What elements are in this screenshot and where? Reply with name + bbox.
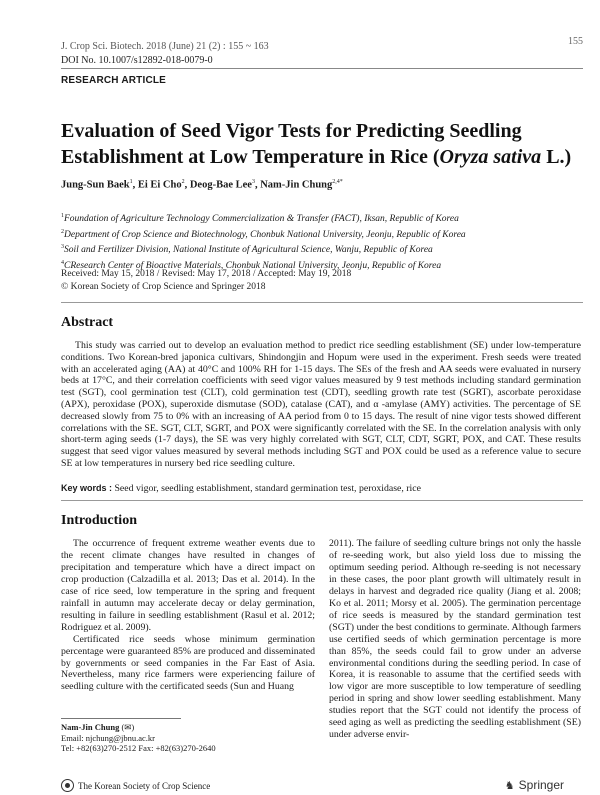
page-number: 155: [568, 36, 583, 47]
author-list: Jung-Sun Baek$^1$, Ei Ei Cho$^2$, Deog-Bae Lee$^3$, Nam-Jin Chung$^{2,4*}$: [61, 179, 343, 191]
author: Nam-Jin Chung: [260, 179, 333, 191]
intro-right-column: [329, 538, 581, 741]
affiliation: $^1$Foundation of Agriculture Technology Commercialization & Transfer (FACT), Iksan, Republic of Korea: [61, 213, 459, 225]
footnote-rule: [61, 718, 181, 719]
email: Email: njchung@jbnu.ac.kr: [61, 732, 155, 743]
author: Ei Ei Cho: [137, 179, 182, 191]
affiliation: $^4$CResearch Center of Bioactive Materials, Chonbuk National University, Jeonju, Republic of Korea: [61, 259, 442, 272]
springer-horse-icon: ♞: [504, 779, 515, 792]
doi: DOI No. 10.1007/s12892-018-0079-0: [61, 55, 213, 66]
species-name: Oryza sativa: [439, 146, 542, 168]
paragraph: 2011). The failure of seedling culture brings not only the hassle of re-seeding work, but also yield loss due to missing the optimum seeding period. Although re-seeding is not necessary in these cases, the poor plant growth will ultimately result in delays in harvest and degraded rice quality (Jiang et al. 2008; Ko et al. 2011; Morsy et al. 2005). The germination percentage of rice seeds is measured by the standard germination test (SGT) under the best conditions to germinate. Although farmers use certified seeds of which germination percentage is more than 85%, the seeds could fail to grow under an adverse environmental conditions during the seedling period. In case of Korea, it is reasonable to assume that the certified seeds with low vigor are more susceptible to low temperature of seedling period in spring and show lower seedling establishment. Many studies report that the SGT could not identify the process of seed aging as well as predicting the seedling establishment (SE) under adverse envir-: [329, 538, 581, 741]
journal-citation: J. Crop Sci. Biotech. 2018 (June) 21 (2) : 155 ~ 163: [61, 41, 269, 52]
corresponding-name: Nam-Jin Chung: [61, 722, 120, 732]
paragraph: The occurrence of frequent extreme weather events due to the recent climate changes have resulted in changes of precipitation and temperature which have a direct impact on crop production (Calzadilla et al. 2013; Das et al. 2014). In the case of rice seed, low temperature in the spring and frequent rainfall in autumn may accelerate decay or delay germination, resulting in failure in seedling establishment (Rasul et al. 2012; Rodriguez et al. 2009).: [61, 538, 315, 633]
dates: Received: May 15, 2018 / Revised: May 17, 2018 / Accepted: May 19, 2018: [61, 269, 352, 279]
society-footer: The Korean Society of Crop Science: [61, 779, 210, 792]
author: Deog-Bae Lee: [189, 179, 252, 191]
affiliations: [61, 210, 581, 273]
article-type: RESEARCH ARTICLE: [61, 75, 167, 86]
affiliation: $^2$Department of Crop Science and Biotechnology, Chonbuk National University, Jeonju, Republic of Korea: [61, 228, 466, 240]
introduction-heading: Introduction: [61, 513, 137, 528]
society-logo-icon: [61, 779, 74, 792]
section-rule: [61, 302, 583, 303]
copyright: © Korean Society of Crop Science and Springer 2018: [61, 282, 266, 292]
author: Jung-Sun Baek: [61, 179, 130, 191]
abstract-body: This study was carried out to develop an evaluation method to predict rice seedling establishment (SE) under low-temperature conditions. Two Korean-bred japonica cultivars, Shindongjin and Hopum were used in the experiment. Fresh seeds were treated with an accelerated aging (AA) at 40°C and 100% RH for 1-15 days. The SEs of the fresh and AA seeds were evaluated in nursery beds at 17°C, and their correlation coefficients with seed vigor values measured by 9 test methods including standard germination test (SGT), cool germination test (CLT), cold germination test (CDT), seedling growth rate test (SGRT), ascorbate peroxidase (APX), peroxidase (POX), superoxide dismutase (SOD), catalase (CAT), and α -amylase (AMY) activities. The percentage of SE decreased slowly from 75 to 0% with an increasing of AA period from 0 to 15 days. The result of nine vigor tests showed different correlations with the SE. SGT, CLT, SGRT, and POX were significantly correlated with the SE. In the correlation analysis with only short-term aging seeds (1-7 days), the SE was very highly correlated with SGT, CLT, CDT, SGRT, POX, and CAT. These results suggest that seed vigor values measured by several methods including SGT and POX could be used as a reference value to secure SE at low temperatures in nursery bed rice seedling culture.: [61, 340, 581, 469]
section-rule: [61, 500, 583, 501]
intro-left-column: [61, 538, 315, 693]
abstract-heading: Abstract: [61, 315, 114, 330]
affiliation: $^3$Soil and Fertilizer Division, National Institute of Agricultural Science, Wanju, Republic of Korea: [61, 244, 433, 256]
mail-icon: (✉): [121, 722, 135, 732]
article-history: [61, 268, 351, 294]
phone-fax: Tel: +82(63)270-2512 Fax: +82(63)270-2640: [61, 743, 216, 753]
header-rule: [61, 68, 583, 69]
publisher-footer: ♞ Springer: [504, 778, 564, 792]
corresponding-author: [61, 722, 216, 754]
paper-title: Evaluation of Seed Vigor Tests for Predicting Seedling Establishment at Low Temperature in Rice (Oryza sativa L.): [61, 120, 572, 168]
keywords: Key words : Seed vigor, seedling establishment, standard germination test, peroxidase, rice: [61, 483, 421, 494]
paragraph: Certificated rice seeds whose minimum germination percentage were guaranteed 85% are produced and disseminated by governments or seed companies in the Far East of Asia. Nevertheless, many rice farmers were experiencing failure of seedling culture with the certificated seeds (Sun and Huang: [61, 633, 315, 693]
